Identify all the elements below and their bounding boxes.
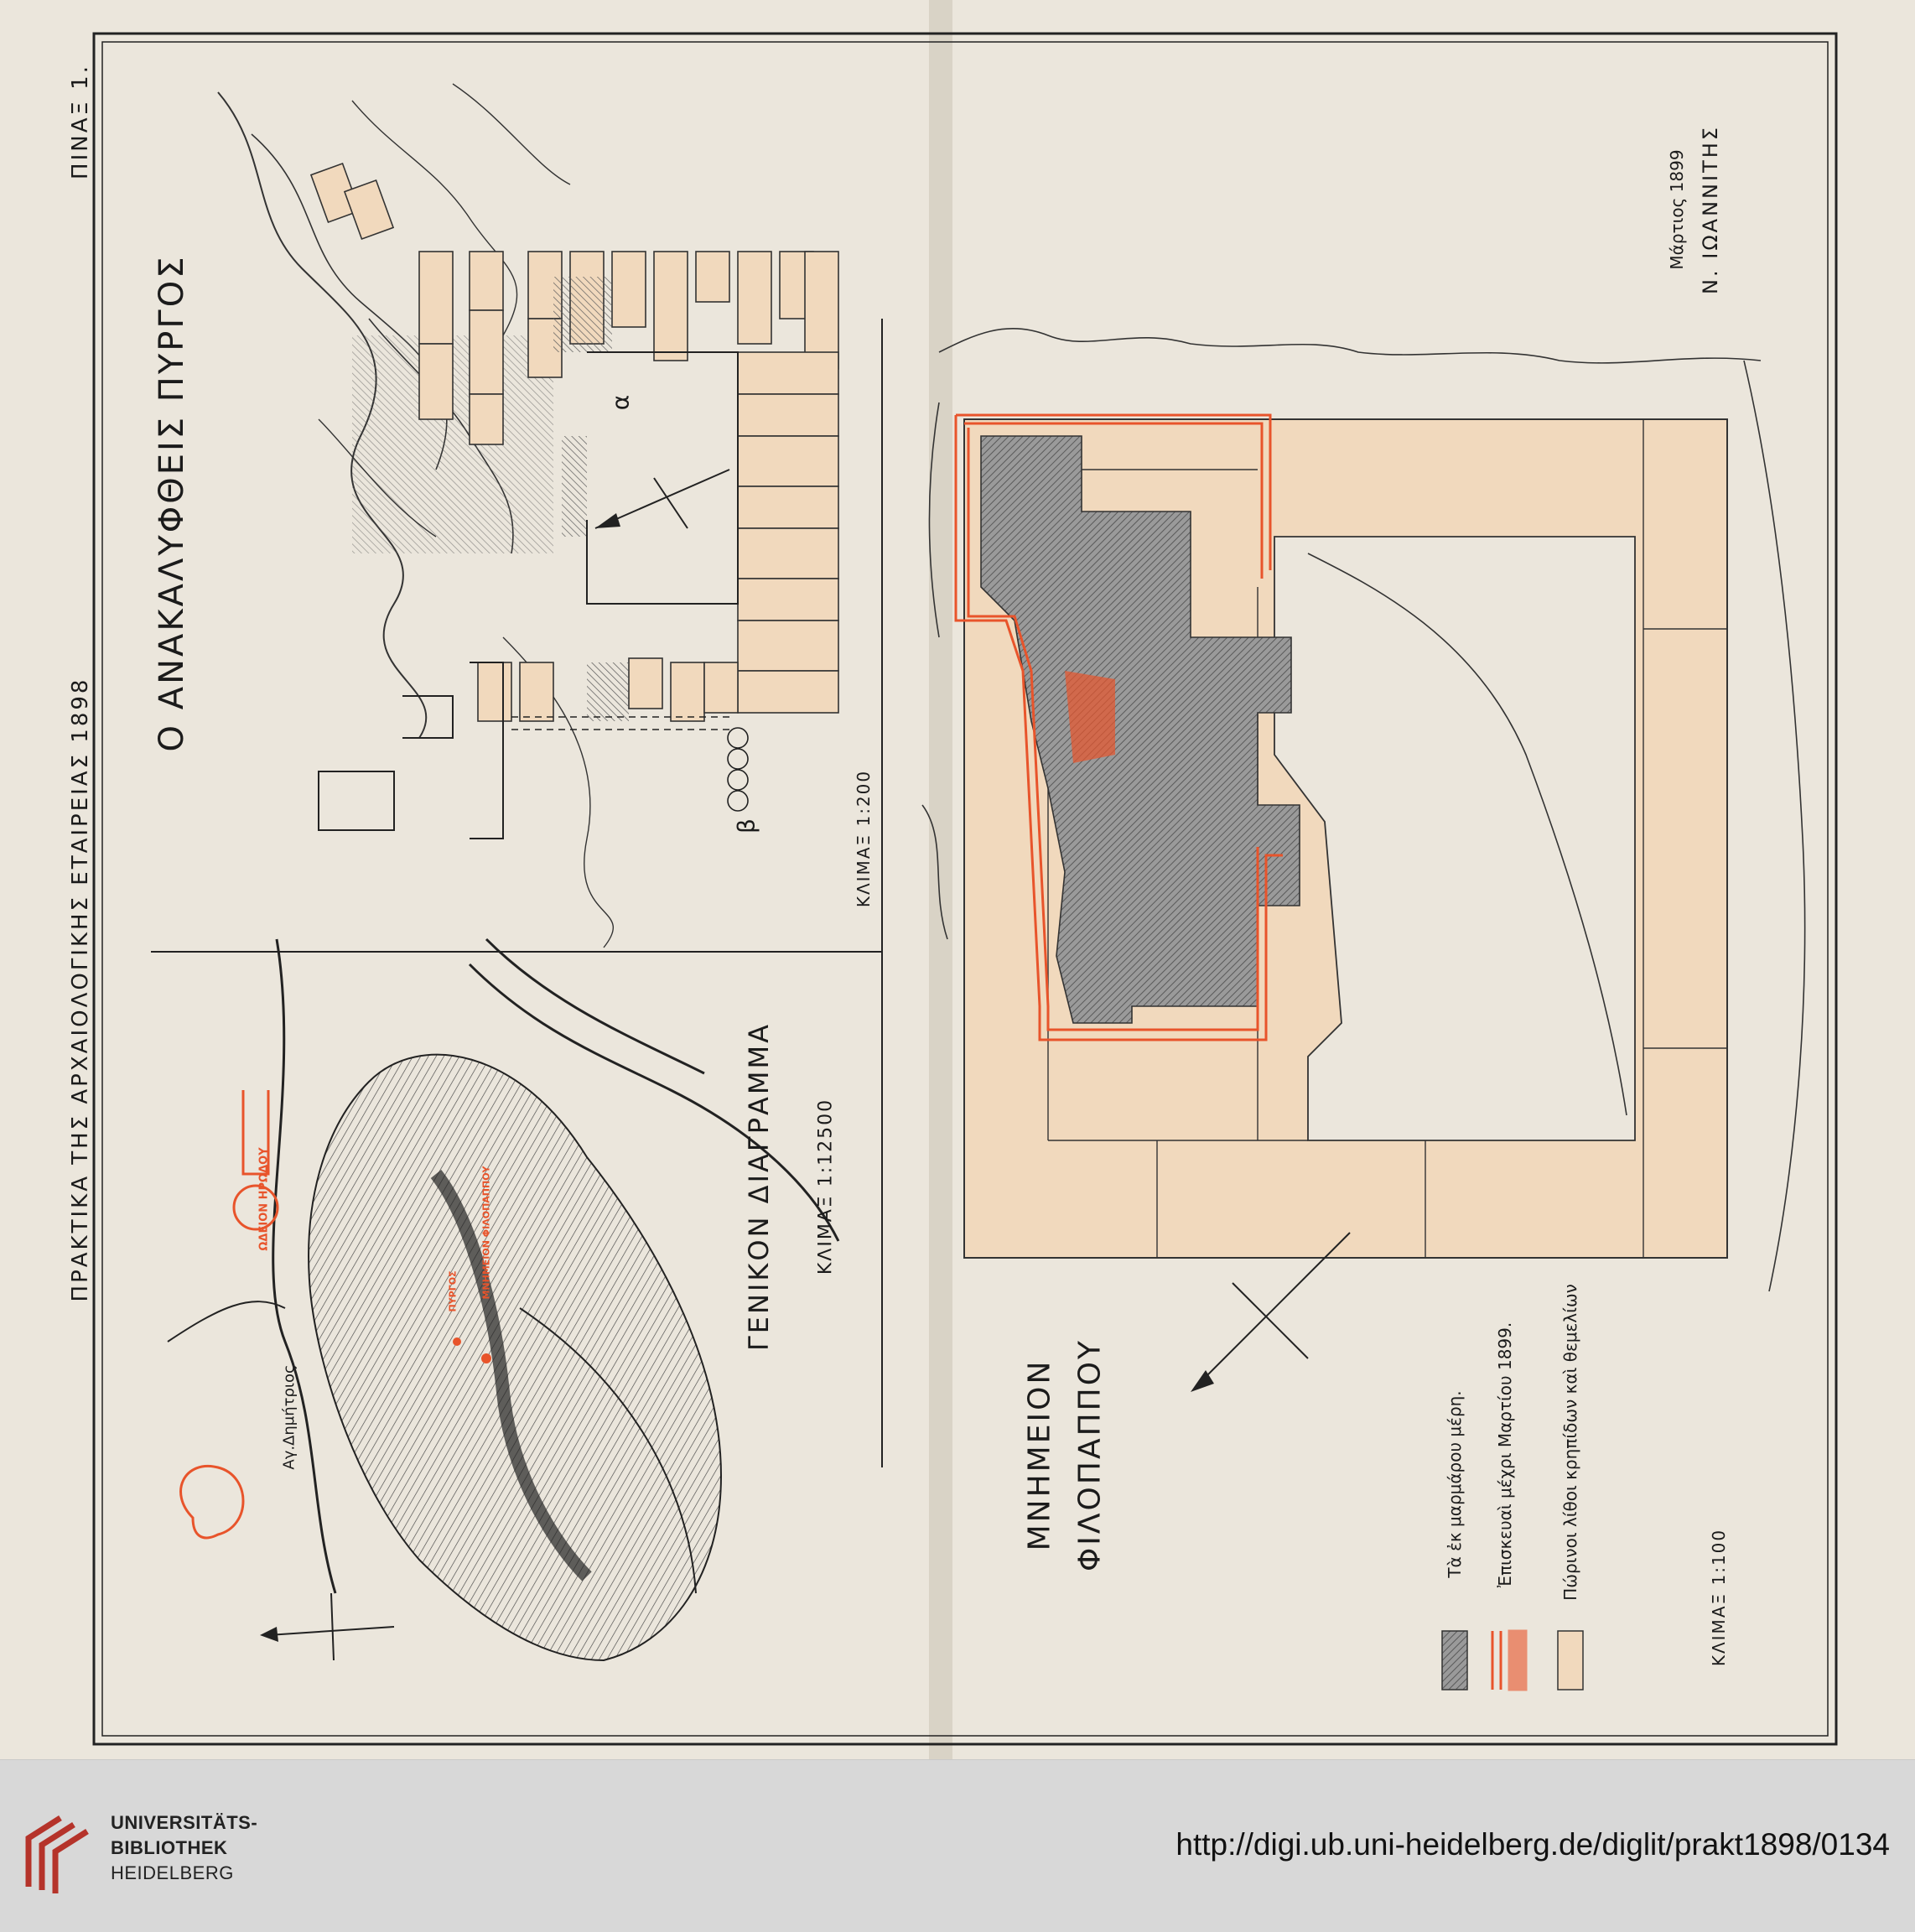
book-gutter xyxy=(929,0,952,1759)
legend-swatch-repair xyxy=(1492,1631,1526,1690)
place-odeion: ΩΔΕΙΟΝ ΗΡΩΔΟΥ xyxy=(257,1147,271,1251)
library-name-line3: HEIDELBERG xyxy=(111,1862,234,1883)
monument-title-1: ΜΝΗΜΕΙΟΝ xyxy=(1022,1358,1057,1551)
tower-scale: ΚΛΙΜΑΞ 1:200 xyxy=(854,769,874,908)
monument-title-2: ΦΙΛΟΠΑΠΠΟΥ xyxy=(1072,1337,1108,1572)
place-demetrios: Αγ.Δημήτριος xyxy=(280,1364,298,1470)
tower-mark-beta: β xyxy=(732,818,760,834)
permalink-url[interactable]: http://digi.ub.uni-heidelberg.de/diglit/prakt1898/0134 xyxy=(1175,1827,1890,1862)
tower-mark-alpha: α xyxy=(606,394,635,411)
legend-swatch-marble xyxy=(1442,1631,1467,1690)
legend-label-marble: Τὰ ἐκ μαρμάρου μέρη. xyxy=(1445,1390,1465,1578)
university-library-logo[interactable] xyxy=(22,1806,102,1895)
tower-plan xyxy=(218,84,882,948)
legend-label-repair: Ἐπισκευαὶ μέχρι Μαρτίου 1899. xyxy=(1495,1322,1515,1588)
plate-number: ΠΙΝΑΞ 1. xyxy=(68,64,93,179)
monument-author: Ν. ΙΩΑΝΝΙΤΗΣ xyxy=(1699,125,1722,294)
monument-scale: ΚΛΙΜΑΞ 1:100 xyxy=(1709,1528,1729,1667)
library-name-line1: UNIVERSITÄTS- xyxy=(111,1812,258,1833)
legend-label-poros: Πώρινοι λίθοι κρηπίδων καὶ θεμελίων xyxy=(1560,1284,1580,1601)
monument-date: Μάρτιος 1899 xyxy=(1667,149,1687,270)
place-monument: ΜΝΗΜΕΙΟΝ ΦΙΛΟΠΑΠΠΟΥ xyxy=(480,1166,492,1300)
general-scale: ΚΛΙΜΑΞ 1:12500 xyxy=(815,1098,837,1275)
library-name-line2: BIBLIOTHEK xyxy=(111,1837,228,1858)
general-plan xyxy=(168,939,838,1660)
tower-title: Ο ΑΝΑΚΑΛΥΦΘΕΙΣ ΠΥΡΓΟΣ xyxy=(153,254,191,752)
library-footer xyxy=(0,1759,1915,1932)
place-pyrgos: ΠΥΡΓΟΣ xyxy=(447,1270,459,1312)
general-title: ΓΕΝΙΚΟΝ ΔΙΑΓΡΑΜΜΑ xyxy=(743,1021,775,1352)
plate-header: ΠΡΑΚΤΙΚΑ ΤΗΣ ΑΡΧΑΙΟΛΟΓΙΚΗΣ ΕΤΑΙΡΕΙΑΣ 1898 xyxy=(68,677,93,1302)
library-name xyxy=(111,1810,257,1886)
legend-swatch-poros xyxy=(1558,1631,1583,1690)
